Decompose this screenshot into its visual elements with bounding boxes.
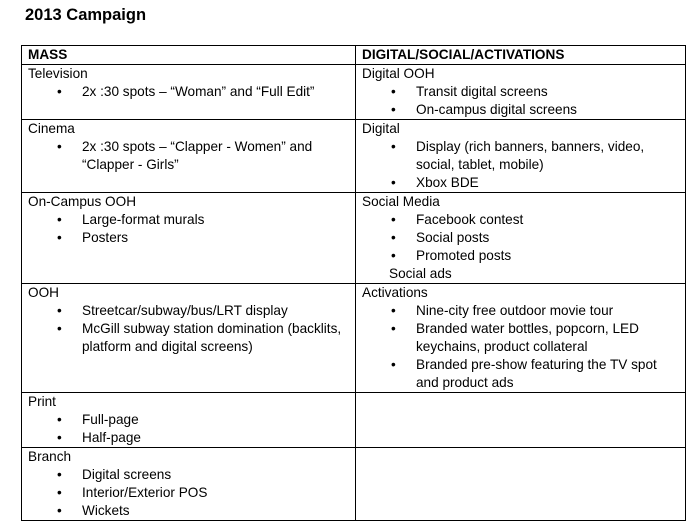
empty-cell bbox=[356, 393, 686, 448]
list-item: • 2x :30 spots – “Woman” and “Full Edit” bbox=[28, 83, 355, 101]
table-row bbox=[22, 120, 686, 193]
empty-cell bbox=[356, 448, 686, 521]
digital-cell bbox=[356, 65, 686, 120]
list-item: • Xbox BDE bbox=[362, 174, 685, 192]
list-item: • Branded water bottles, popcorn, LED keychains, product collateral bbox=[362, 320, 685, 356]
section-heading: On-Campus OOH bbox=[28, 194, 137, 209]
list-item: • Streetcar/subway/bus/LRT display bbox=[28, 302, 355, 320]
bullet-list bbox=[362, 138, 685, 192]
page-title: 2013 Campaign bbox=[25, 6, 147, 24]
section-heading: Social Media bbox=[362, 194, 440, 209]
digital-header: DIGITAL/SOCIAL/ACTIVATIONS bbox=[356, 46, 686, 65]
bullet-list bbox=[28, 211, 355, 247]
bullet-list bbox=[28, 411, 355, 447]
list-item: • Wickets bbox=[28, 502, 355, 520]
list-item: • Nine-city free outdoor movie tour bbox=[362, 302, 685, 320]
section-heading: Cinema bbox=[28, 121, 75, 136]
bullet-list bbox=[362, 302, 685, 392]
bullet-list bbox=[28, 83, 355, 101]
table-row bbox=[22, 393, 686, 448]
section-heading: Activations bbox=[362, 285, 428, 300]
digital-cell bbox=[356, 120, 686, 193]
digital-cell bbox=[356, 284, 686, 393]
campaign-table bbox=[21, 45, 686, 521]
bullet-list bbox=[28, 466, 355, 520]
section-heading: Digital bbox=[362, 121, 400, 136]
section-heading: Television bbox=[28, 66, 88, 81]
table-row bbox=[22, 193, 686, 284]
table-row bbox=[22, 65, 686, 120]
list-item: • Facebook contest bbox=[362, 211, 685, 229]
list-item: • Transit digital screens bbox=[362, 83, 685, 101]
section-heading: Branch bbox=[28, 449, 72, 464]
list-item: • 2x :30 spots – “Clapper - Women” and “Clapper - Girls” bbox=[28, 138, 355, 174]
section-heading: Print bbox=[28, 394, 56, 409]
list-item: • Posters bbox=[28, 229, 355, 247]
bullet-list bbox=[362, 83, 685, 119]
plain-item: Social ads bbox=[389, 266, 452, 281]
list-item: • Full-page bbox=[28, 411, 355, 429]
list-item: • Interior/Exterior POS bbox=[28, 484, 355, 502]
mass-cell bbox=[22, 448, 356, 521]
section-heading: Digital OOH bbox=[362, 66, 435, 81]
list-item: • On-campus digital screens bbox=[362, 101, 685, 119]
list-item: • Digital screens bbox=[28, 466, 355, 484]
mass-cell bbox=[22, 393, 356, 448]
list-item: • Half-page bbox=[28, 429, 355, 447]
section-heading: OOH bbox=[28, 285, 59, 300]
mass-cell bbox=[22, 284, 356, 393]
list-item: • Promoted posts bbox=[362, 247, 685, 265]
bullet-list bbox=[28, 302, 355, 356]
list-item: • Branded pre-show featuring the TV spot and product ads bbox=[362, 356, 685, 392]
header-row bbox=[22, 46, 686, 65]
table-row bbox=[22, 284, 686, 393]
mass-cell bbox=[22, 193, 356, 284]
list-item: • Large-format murals bbox=[28, 211, 355, 229]
list-item: • Display (rich banners, banners, video, social, tablet, mobile) bbox=[362, 138, 685, 174]
bullet-list bbox=[28, 138, 355, 174]
bullet-list bbox=[362, 211, 685, 265]
digital-cell bbox=[356, 193, 686, 284]
list-item: • Social posts bbox=[362, 229, 685, 247]
mass-cell bbox=[22, 120, 356, 193]
mass-header: MASS bbox=[22, 46, 356, 65]
mass-cell bbox=[22, 65, 356, 120]
table-row bbox=[22, 448, 686, 521]
list-item: • McGill subway station domination (backlits, platform and digital screens) bbox=[28, 320, 355, 356]
